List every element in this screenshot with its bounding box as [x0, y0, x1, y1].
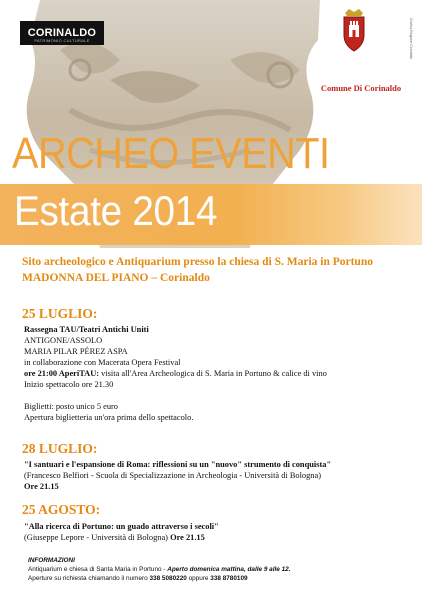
event-2-title: "I santuari e l'espansione di Roma: riflessioni su un "nuovo" strumento di conquista"	[24, 460, 332, 469]
event-1-time-label: ore 21:00 AperiTAU:	[24, 369, 100, 378]
info-line-2	[28, 574, 408, 583]
intro	[22, 254, 417, 286]
event-1-ticket-office: Apertura biglietteria un'ora prima dello spettacolo.	[24, 413, 194, 422]
logo-subtitle: PATRIMONIO CULTURALE	[34, 38, 90, 43]
event-1-line: ANTIGONE/ASSOLO	[24, 336, 103, 345]
event-1-ticket: Biglietti: posto unico 5 euro	[24, 402, 118, 411]
event-1-time-text: visita all'Area Archeologica di S. Maria in Portuno & calice di vino	[99, 369, 327, 378]
event-date-1: 25 LUGLIO:	[22, 306, 98, 321]
info-line-1-a: Antiquarium e chiesa di Santa Maria in Portuno -	[28, 566, 168, 573]
event-body-1	[24, 324, 414, 423]
event-2-time: Ore 21.15	[24, 482, 59, 491]
title-estate: Estate 2014	[14, 187, 218, 234]
event-3-time: Ore 21.15	[170, 533, 205, 542]
comune-label: Comune Di Corinaldo	[320, 83, 402, 93]
intro-line-1: Sito archeologico e Antiquarium presso la chiesa di S. Maria in Portuno	[22, 256, 373, 268]
intro-line-2: MADONNA DEL PIANO – Corinaldo	[22, 272, 210, 284]
event-2-speaker: (Francesco Belfiori - Scuola di Specializzazione in Archeologia - Università di Bologna)	[24, 471, 321, 480]
event-body-2	[24, 459, 414, 492]
event-1-time	[24, 368, 414, 379]
event-date-2: 28 LUGLIO:	[22, 441, 98, 456]
info-section	[28, 556, 408, 583]
event-1-start: Inizio spettacolo ore 21.30	[24, 380, 114, 389]
info-opening-hours: Aperto domenica mattina, dalle 9 alle 12.	[167, 566, 291, 573]
event-1-line: MARIA PILAR PÉREZ ASPA	[24, 347, 128, 356]
title-archeo-eventi: ARCHEO EVENTI	[12, 129, 330, 178]
event-1-line: in collaborazione con Macerata Opera Festival	[24, 358, 181, 367]
corinaldo-logo	[20, 21, 104, 45]
logo-text: CORINALDO	[27, 27, 97, 39]
event-body-3	[24, 521, 414, 543]
event-3-speaker-line	[24, 532, 414, 543]
design-credit: Grafica Regione Corinaldo	[409, 18, 413, 60]
event-3-title: "Alla ricerca di Portuno: un guado attraverso i secoli"	[24, 522, 219, 531]
info-phone-1: 338 5080220	[149, 575, 187, 582]
info-phone-2: 338 8780109	[210, 575, 248, 582]
event-3-speaker: (Giuseppe Lepore - Università di Bologna)	[24, 533, 168, 542]
event-date-3: 25 AGOSTO:	[22, 502, 101, 517]
info-heading: INFORMAZIONI	[28, 557, 75, 564]
info-line-2-b: oppure	[186, 575, 211, 582]
event-1-line: Rassegna TAU/Teatri Antichi Uniti	[24, 325, 149, 334]
coat-of-arms-icon	[341, 7, 367, 55]
info-line-2-a: Aperture su richiesta chiamando il numero	[28, 575, 150, 582]
info-line-1	[28, 565, 408, 574]
